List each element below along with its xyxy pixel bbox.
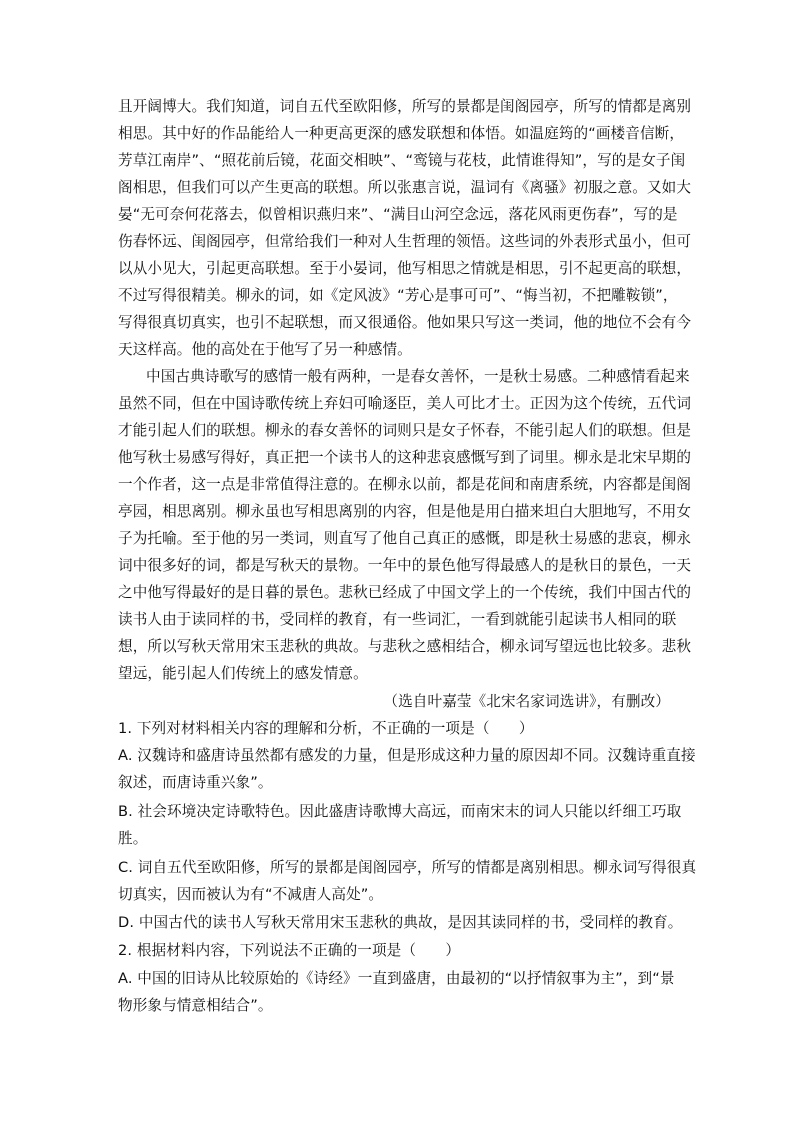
text-line: 晏“无可奈何花落去，似曾相识燕归来”、“满目山河空念远，落花风雨更伤春”，写的是 — [118, 206, 678, 223]
text-line: 亭园，相思离别。柳永虽也写相思离别的内容，但是他是用白描来坦白大胆地写，不用女 — [118, 503, 692, 520]
text-line: 不过写得很精美。柳永的词，如《定风波》“芳心是事可可”、“悔当初，不把雕鞍锁”， — [118, 287, 678, 304]
text-line: 芳草江南岸”、“照花前后镜，花面交相映”、“鸾镜与花枝，此情谁得知”，写的是女子闺 — [118, 152, 686, 169]
option-text: D. 中国古代的读书人写秋天常用宋玉悲秋的典故，是因其读同样的书，受同样的教育。 — [118, 914, 683, 931]
text-line: 一个作者，这一点是非常值得注意的。在柳永以前，都是花间和南唐系统，内容都是闺阁 — [118, 476, 692, 493]
text-line: 中国古典诗歌写的感情一般有两种，一是春女善怀，一是秋士易感。二种感情看起来 — [146, 368, 690, 385]
text-line: 子为托喻。至于他的另一类词，则直写了他自己真正的感慨，即是秋士易感的悲哀，柳永 — [118, 530, 692, 547]
question-stem: 1. 下列对材料相关内容的理解和分析，不正确的一项是（ ） — [118, 720, 534, 737]
source-citation: （选自叶嘉莹《北宋名家词选讲》，有删改） — [383, 693, 670, 710]
text-line: 才能引起人们的联想。柳永的春女善怀的词则只是女子怀春，不能引起人们的联想。但是 — [118, 422, 692, 439]
text-line: 写得很真切真实，也引不起联想，而又很通俗。他如果只写这一类词，他的地位不会有今 — [118, 314, 692, 331]
question-stem: 2. 根据材料内容，下列说法不正确的一项是（ ） — [118, 942, 461, 959]
text-line: 天这样高。他的高处在于他写了另一种感情。 — [118, 341, 412, 358]
option-text: 胜。 — [118, 830, 148, 847]
text-line: 相思。其中好的作品能给人一种更高更深的感发联想和体悟。如温庭筠的“画楼音信断， — [118, 125, 685, 142]
option-text: A. 中国的旧诗从比较原始的《诗经》一直到盛唐，由最初的“以抒情叙事为主”，到“景 — [118, 970, 675, 987]
option-text: A. 汉魏诗和盛唐诗虽然都有感发的力量，但是形成这种力量的原因却不同。汉魏诗重直接 — [118, 747, 696, 764]
option-text: 物形象与情意相结合”。 — [118, 997, 273, 1014]
text-line: 且开阔博大。我们知道，词自五代至欧阳修，所写的景都是闺阁园亭，所写的情都是离别 — [118, 98, 692, 115]
text-line: 阁相思，但我们可以产生更高的联想。所以张惠言说，温词有《离骚》初服之意。又如大 — [118, 179, 692, 196]
text-line: 读书人由于读同样的书，受同样的教育，有一些词汇，一看到就能引起读书人相同的联 — [118, 611, 677, 628]
text-line: 他写秋士易感写得好，真正把一个读书人的这种悲哀感慨写到了词里。柳永是北宋早期的 — [118, 449, 692, 466]
text-line: 词中很多好的词，都是写秋天的景物。一年中的景色他写得最感人的是秋日的景色，一天 — [118, 557, 692, 574]
option-text: B. 社会环境决定诗歌特色。因此盛唐诗歌博大高远，而南宋末的词人只能以纤细工巧取 — [118, 803, 682, 820]
text-line: 之中他写得最好的是日暮的景色。悲秋已经成了中国文学上的一个传统，我们中国古代的 — [118, 584, 692, 601]
option-text: C. 词自五代至欧阳修，所写的景都是闺阁园亭，所写的情都是离别相思。柳永词写得很真 — [118, 859, 697, 876]
text-line: 虽然不同，但在中国诗歌传统上弃妇可喻逐臣，美人可比才士。正因为这个传统，五代词 — [118, 395, 692, 412]
option-text: 切真实，因而被认为有“不减唐人高处”。 — [118, 886, 384, 903]
text-line: 以从小见大，引起更高联想。至于小晏词，他写相思之情就是相思，引不起更高的联想， — [118, 260, 692, 277]
text-line: 望远，能引起人们传统上的感发情意。 — [118, 665, 368, 682]
text-line: 伤春怀远、闺阁园亭，但常给我们一种对人生哲理的领悟。这些词的外表形式虽小，但可 — [118, 233, 692, 250]
option-text: 叙述，而唐诗重兴象”。 — [118, 774, 273, 791]
text-line: 想，所以写秋天常用宋玉悲秋的典故。与悲秋之感相结合，柳永词写望远也比较多。悲秋 — [118, 638, 692, 655]
